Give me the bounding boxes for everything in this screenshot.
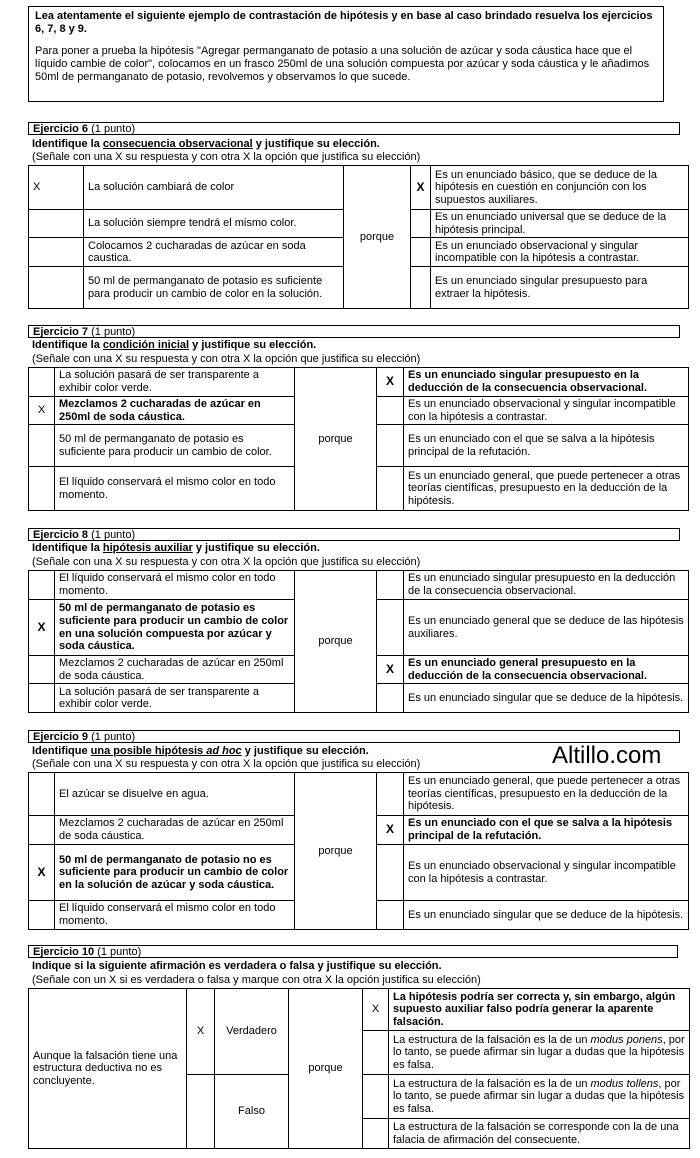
ex9-mark-2[interactable] bbox=[29, 816, 55, 845]
ex8-reason-mark[interactable]: X bbox=[377, 656, 404, 684]
ex10-false-option[interactable]: Falso bbox=[215, 1075, 289, 1149]
ex10-false-mark[interactable] bbox=[187, 1075, 215, 1149]
ex6-reason-4[interactable]: Es un enunciado singular presupuesto para extraer la hipótesis. bbox=[431, 267, 689, 309]
ex10-rmark-4[interactable] bbox=[363, 1119, 389, 1149]
ex9-mark-1[interactable] bbox=[29, 773, 55, 816]
ex10-reason-3[interactable]: La estructura de la falsación es la de un modus tollens, por lo tanto, se puede afirmar sin lugar a dudas que la hipótesis es falsa. bbox=[389, 1075, 690, 1119]
ex10-true-mark[interactable]: X bbox=[187, 989, 215, 1075]
ex6-option-2[interactable]: La solución siempre tendrá el mismo color. bbox=[84, 210, 344, 238]
ex8-reason-1[interactable]: Es un enunciado singular presupuesto en la deducción de la consecuencia observacional. bbox=[404, 571, 689, 600]
ex8-reason-2[interactable]: Es un enunciado general que se deduce de las hipótesis auxiliares. bbox=[404, 600, 689, 656]
ex7-rmark-3[interactable] bbox=[377, 425, 404, 467]
ex9-option-3[interactable]: 50 ml de permanganato de potasio no es suficiente para producir un cambio de color en la solución de azúcar y soda cáustica. bbox=[55, 845, 295, 901]
ex10-note: (Señale con un X si es verdadera o falsa y marque con otra X la opción justifica su elección) bbox=[32, 974, 481, 986]
ex8-rmark-4[interactable] bbox=[377, 684, 404, 713]
ex8-instruction: Identifique la hipótesis auxiliar y justifique su elección. bbox=[32, 542, 320, 554]
ex10-rmark-3[interactable] bbox=[363, 1075, 389, 1119]
ex6-table bbox=[28, 165, 689, 309]
ex10-reason-2[interactable]: La estructura de la falsación es la de un modus ponens, por lo tanto, se puede afirmar sin lugar a dudas que la hipótesis es falsa. bbox=[389, 1031, 690, 1075]
ex9-table bbox=[28, 772, 689, 930]
ex10-statement: Aunque la falsación tiene una estructura deductiva no es concluyente. bbox=[29, 989, 187, 1149]
ex7-reason-4[interactable]: Es un enunciado general, que puede pertenecer a otras teorías científicas, presupuesto en la deducción de la hipótesis. bbox=[404, 467, 689, 511]
ex9-option-1[interactable]: El azúcar se disuelve en agua. bbox=[55, 773, 295, 816]
ex7-porque: porque bbox=[295, 368, 377, 511]
ex6-option-1[interactable]: La solución cambiará de color bbox=[84, 166, 344, 210]
ex6-reason-1[interactable]: Es un enunciado básico, que se deduce de la hipótesis en cuestión en conjunción con los supuestos auxiliares. bbox=[431, 166, 689, 210]
ex8-rmark-1[interactable] bbox=[377, 571, 404, 600]
ex8-reason-3[interactable]: Es un enunciado general presupuesto en la deducción de la consecuencia observacional. bbox=[404, 656, 689, 684]
ex9-option-2[interactable]: Mezclamos 2 cucharadas de azúcar en 250ml de soda cáustica. bbox=[55, 816, 295, 845]
ex6-term: consecuencia observacional bbox=[102, 138, 253, 150]
ex7-answer-mark[interactable]: X bbox=[29, 397, 55, 425]
ex8-option-3[interactable]: Mezclamos 2 cucharadas de azúcar en 250ml de soda cáustica. bbox=[55, 656, 295, 684]
intro-box bbox=[28, 6, 664, 102]
table-row bbox=[29, 773, 689, 816]
ex7-note: (Señale con una X su respuesta y con otra X la opción que justifica su elección) bbox=[32, 353, 421, 365]
ex7-rmark-4[interactable] bbox=[377, 467, 404, 511]
ex9-rmark-4[interactable] bbox=[377, 901, 404, 930]
ex7-mark-3[interactable] bbox=[29, 425, 55, 467]
ex8-table bbox=[28, 570, 689, 713]
ex8-mark-4[interactable] bbox=[29, 684, 55, 713]
ex6-option-4[interactable]: 50 ml de permanganato de potasio es suficiente para producir un cambio de color en la solución. bbox=[84, 267, 344, 309]
ex7-header bbox=[28, 325, 680, 338]
ex6-reason-2[interactable]: Es un enunciado universal que se deduce de la hipótesis principal. bbox=[431, 210, 689, 238]
intro-heading: Lea atentamente el siguiente ejemplo de contrastación de hipótesis y en base al caso brindado resuelva los ejercicios 6, 7, 8 y 9. bbox=[35, 10, 653, 35]
ex6-reason-3[interactable]: Es un enunciado observacional y singular incompatible con la hipótesis a contrastar. bbox=[431, 238, 689, 267]
ex8-points: (1 punto) bbox=[91, 529, 136, 541]
ex7-reason-2[interactable]: Es un enunciado observacional y singular incompatible con la hipótesis a contrastar. bbox=[404, 397, 689, 425]
ex10-true-option[interactable]: Verdadero bbox=[215, 989, 289, 1075]
ex7-option-1[interactable]: La solución pasará de ser transparente a exhibir color verde. bbox=[55, 368, 295, 397]
ex6-mark-4[interactable] bbox=[29, 267, 84, 309]
ex6-instruction: Identifique la consecuencia observacional y justifique su elección. bbox=[32, 138, 380, 150]
ex9-porque: porque bbox=[295, 773, 377, 930]
ex7-option-4[interactable]: El líquido conservará el mismo color en todo momento. bbox=[55, 467, 295, 511]
ex9-mark-4[interactable] bbox=[29, 901, 55, 930]
ex10-porque: porque bbox=[289, 989, 363, 1149]
ex7-mark-4[interactable] bbox=[29, 467, 55, 511]
ex9-title: Ejercicio 9 bbox=[33, 731, 89, 743]
ex8-title: Ejercicio 8 bbox=[33, 529, 89, 541]
ex7-points: (1 punto) bbox=[91, 326, 136, 338]
ex7-mark-1[interactable] bbox=[29, 368, 55, 397]
table-row bbox=[29, 368, 689, 397]
ex9-points: (1 punto) bbox=[91, 731, 136, 743]
watermark-logo: Altillo.com bbox=[552, 742, 662, 769]
ex8-reason-4[interactable]: Es un enunciado singular que se deduce de la hipótesis. bbox=[404, 684, 689, 713]
ex9-note: (Señale con una X su respuesta y con otra X la opción que justifica su elección) bbox=[32, 758, 421, 770]
ex6-rmark-3[interactable] bbox=[411, 238, 431, 267]
ex6-rmark-4[interactable] bbox=[411, 267, 431, 309]
ex10-reason-mark[interactable]: X bbox=[363, 989, 389, 1031]
ex10-reason-4[interactable]: La estructura de la falsación se corresponde con la de una falacia de afirmación del consecuente. bbox=[389, 1119, 690, 1149]
ex9-reason-3[interactable]: Es un enunciado observacional y singular incompatible con la hipótesis a contrastar. bbox=[404, 845, 689, 901]
ex8-porque: porque bbox=[295, 571, 377, 713]
ex7-term: condición inicial bbox=[102, 339, 190, 351]
ex6-option-3[interactable]: Colocamos 2 cucharadas de azúcar en soda caustica. bbox=[84, 238, 344, 267]
ex9-rmark-3[interactable] bbox=[377, 845, 404, 901]
ex8-option-2[interactable]: 50 ml de permanganato de potasio es suficiente para producir un cambio de color en una solución compuesta por azúcar y soda cáustica. bbox=[55, 600, 295, 656]
table-row bbox=[29, 571, 689, 600]
ex9-instruction: Identifique una posible hipótesis ad hoc y justifique su elección. bbox=[32, 745, 369, 757]
ex8-option-4[interactable]: La solución pasará de ser transparente a exhibir color verde. bbox=[55, 684, 295, 713]
ex10-rmark-2[interactable] bbox=[363, 1031, 389, 1075]
ex6-porque: porque bbox=[344, 166, 411, 309]
ex10-reason-1[interactable]: La hipótesis podría ser correcta y, sin embargo, algún supuesto auxiliar falso podría generar la aparente falsación. bbox=[389, 989, 690, 1031]
ex6-points: (1 punto) bbox=[91, 123, 136, 135]
ex7-rmark-2[interactable] bbox=[377, 397, 404, 425]
ex8-term: hipótesis auxiliar bbox=[102, 542, 193, 554]
ex10-instruction: Indique si la siguiente afirmación es verdadera o falsa y justifique su elección. bbox=[32, 960, 442, 972]
ex7-instruction: Identifique la condición inicial y justifique su elección. bbox=[32, 339, 317, 351]
ex10-points: (1 punto) bbox=[97, 946, 142, 958]
ex6-rmark-2[interactable] bbox=[411, 210, 431, 238]
ex9-term: una posible hipótesis ad hoc bbox=[90, 745, 242, 757]
ex6-header bbox=[28, 122, 680, 135]
intro-body: Para poner a prueba la hipótesis "Agregar permanganato de potasio a una solución de azúcar y soda cáustica hace que el líquido cambie de color", colocamos en un frasco 250ml de una solución compuesta por azúcar y soda cáustica y le añadimos 50ml de permanganato de potasio, revolvemos y observamos lo que sucede. bbox=[35, 45, 650, 83]
ex9-reason-mark[interactable]: X bbox=[377, 816, 404, 845]
ex7-reason-mark[interactable]: X bbox=[377, 368, 404, 397]
ex8-option-1[interactable]: El líquido conservará el mismo color en todo momento. bbox=[55, 571, 295, 600]
ex8-rmark-2[interactable] bbox=[377, 600, 404, 656]
ex6-mark-2[interactable] bbox=[29, 210, 84, 238]
ex10-table bbox=[28, 988, 690, 1149]
ex6-reason-mark[interactable]: X bbox=[411, 166, 431, 210]
ex8-note: (Señale con una X su respuesta y con otra X la opción que justifica su elección) bbox=[32, 556, 421, 568]
ex7-option-2[interactable]: Mezclamos 2 cucharadas de azúcar en 250ml de soda cáustica. bbox=[55, 397, 295, 425]
ex6-mark-3[interactable] bbox=[29, 238, 84, 267]
ex9-reason-4[interactable]: Es un enunciado singular que se deduce de la hipótesis. bbox=[404, 901, 689, 930]
ex10-title: Ejercicio 10 bbox=[33, 946, 95, 958]
table-row bbox=[29, 166, 689, 210]
ex8-mark-3[interactable] bbox=[29, 656, 55, 684]
ex7-title: Ejercicio 7 bbox=[33, 326, 89, 338]
table-row bbox=[29, 989, 690, 1031]
ex7-option-3[interactable]: 50 ml de permanganato de potasio es suficiente para producir un cambio de color. bbox=[55, 425, 295, 467]
ex7-table bbox=[28, 367, 689, 511]
ex9-reason-1[interactable]: Es un enunciado general, que puede pertenecer a otras teorías científicas, presupuesto en la deducción de la hipótesis. bbox=[404, 773, 689, 816]
ex8-header bbox=[28, 528, 680, 541]
ex7-reason-1[interactable]: Es un enunciado singular presupuesto en la deducción de la consecuencia observacional. bbox=[404, 368, 689, 397]
ex10-header bbox=[28, 945, 678, 958]
ex9-option-4[interactable]: El líquido conservará el mismo color en todo momento. bbox=[55, 901, 295, 930]
ex7-reason-3[interactable]: Es un enunciado con el que se salva a la hipótesis principal de la refutación. bbox=[404, 425, 689, 467]
ex6-note: (Señale con una X su respuesta y con otra X la opción que justifica su elección) bbox=[32, 151, 421, 163]
ex8-mark-1[interactable] bbox=[29, 571, 55, 600]
ex9-rmark-1[interactable] bbox=[377, 773, 404, 816]
ex8-answer-mark[interactable]: X bbox=[29, 600, 55, 656]
ex6-answer-mark[interactable]: X bbox=[29, 166, 84, 210]
ex9-reason-2[interactable]: Es un enunciado con el que se salva a la hipótesis principal de la refutación. bbox=[404, 816, 689, 845]
ex9-answer-mark[interactable]: X bbox=[29, 845, 55, 901]
ex6-title: Ejercicio 6 bbox=[33, 123, 89, 135]
